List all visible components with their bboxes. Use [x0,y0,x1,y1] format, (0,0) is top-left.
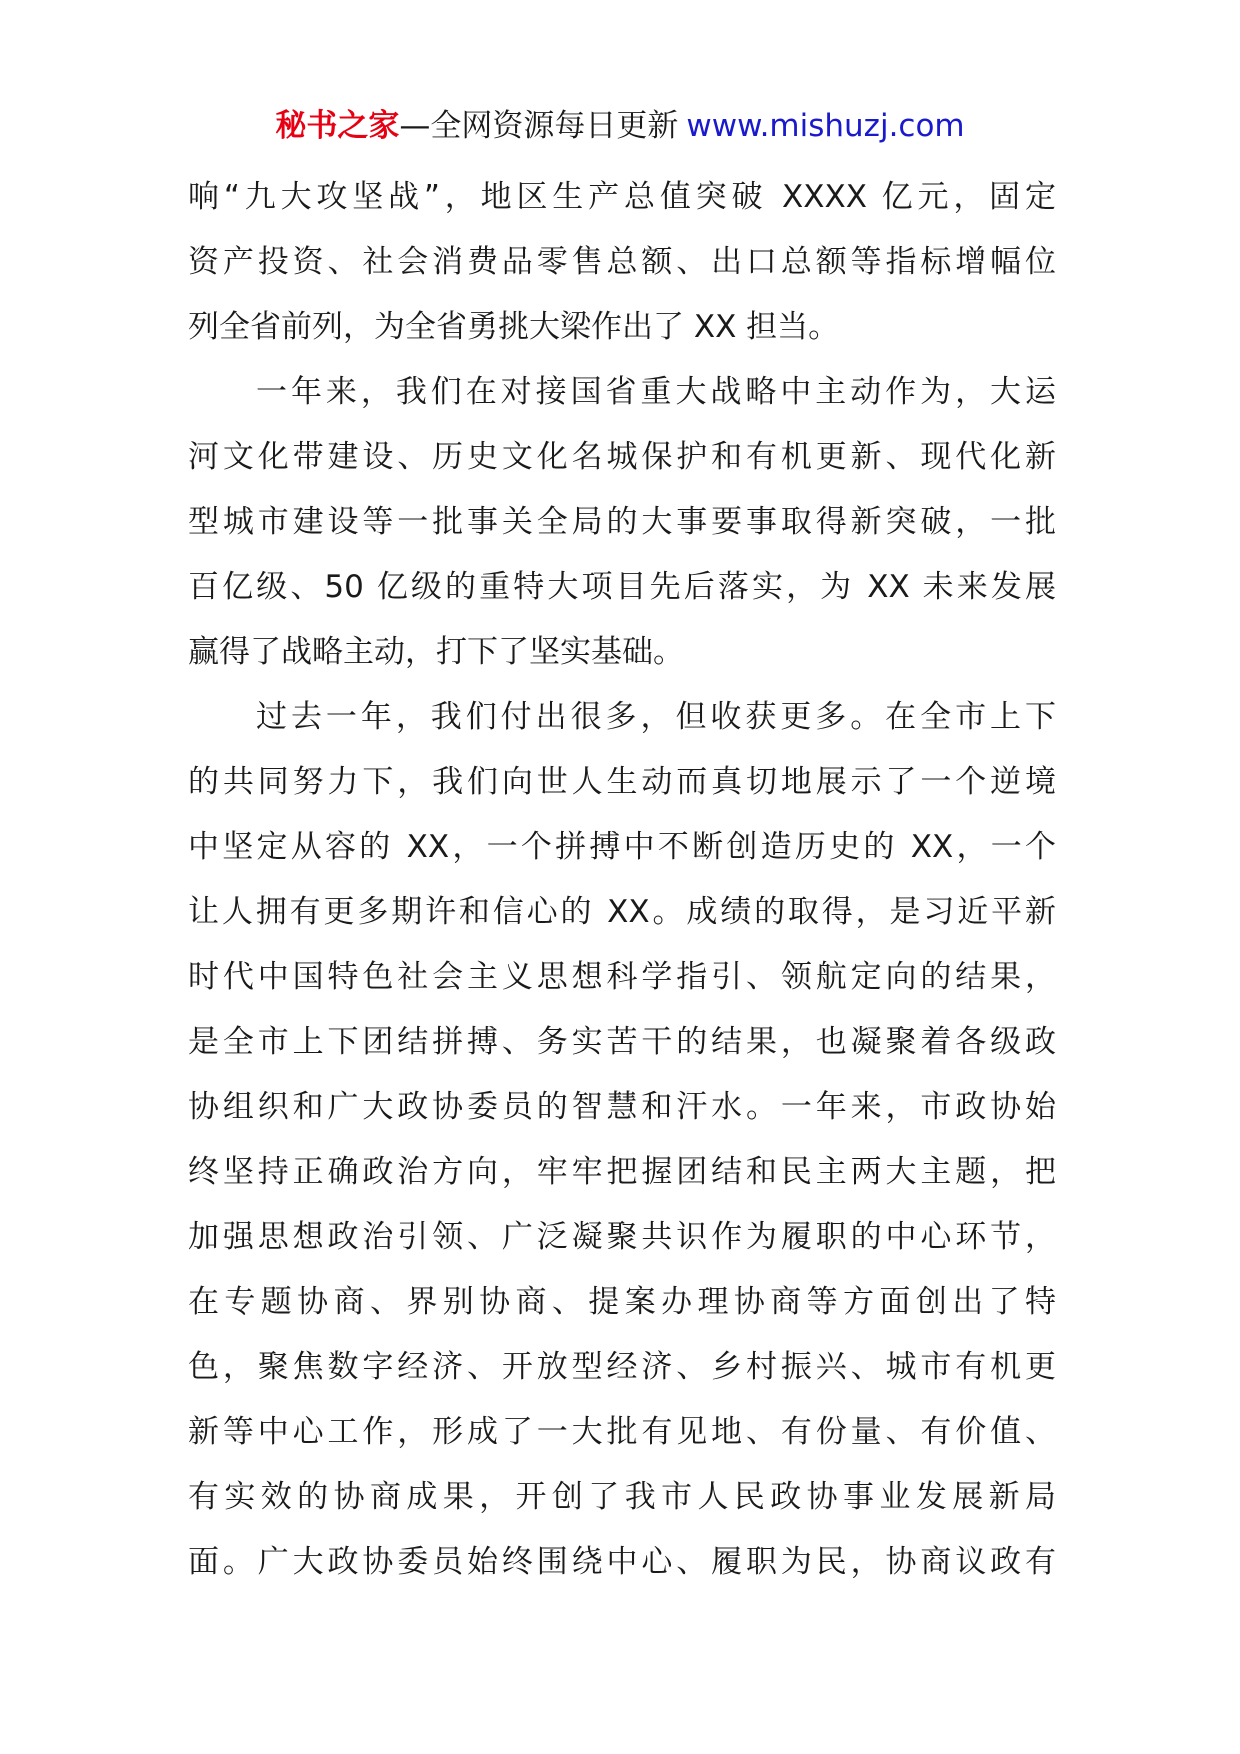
text-line: 有实效的协商成果，开创了我市人民政协事业发展新局 [188,1479,1056,1515]
text-line: 资产投资、社会消费品零售总额、出口总额等指标增幅位 [188,244,1056,280]
text-line: 赢得了战略主动，打下了坚实基础。 [188,634,684,670]
text-line: 中坚定从容的 XX，一个拼搏中不断创造历史的 XX，一个 [188,829,1056,865]
text-line: 协组织和广大政协委员的智慧和汗水。一年来，市政协始 [188,1089,1056,1125]
text-line: 过去一年，我们付出很多，但收获更多。在全市上下 [256,699,1056,735]
text-line: 的共同努力下，我们向世人生动而真切地展示了一个逆境 [188,764,1056,800]
text-line: 列全省前列，为全省勇挑大梁作出了 XX 担当。 [188,309,840,345]
text-line: 响“九大攻坚战”，地区生产总值突破 XXXX 亿元，固定 [188,179,1056,215]
document-body [188,165,1056,1595]
text-line: 河文化带建设、历史文化名城保护和有机更新、现代化新 [188,439,1056,475]
text-line: 一年来，我们在对接国省重大战略中主动作为，大运 [256,374,1056,410]
page-header [0,104,1240,148]
text-line: 色，聚焦数字经济、开放型经济、乡村振兴、城市有机更 [188,1349,1056,1385]
header-slogan: —全网资源每日更新 [399,108,679,144]
text-line: 终坚持正确政治方向，牢牢把握团结和民主两大主题，把 [188,1154,1056,1190]
brand-name: 秘书之家 [275,108,400,144]
text-line: 加强思想政治引领、广泛凝聚共识作为履职的中心环节， [188,1219,1056,1255]
text-line: 面。广大政协委员始终围绕中心、履职为民，协商议政有 [188,1544,1056,1580]
text-line: 时代中国特色社会主义思想科学指引、领航定向的结果， [188,959,1056,995]
text-line: 在专题协商、界别协商、提案办理协商等方面创出了特 [188,1284,1056,1320]
site-url-link[interactable]: www.mishuzj.com [686,108,965,144]
text-line: 百亿级、50 亿级的重特大项目先后落实，为 XX 未来发展 [188,569,1056,605]
text-line: 是全市上下团结拼搏、务实苦干的结果，也凝聚着各级政 [188,1024,1056,1060]
text-line: 让人拥有更多期许和信心的 XX。成绩的取得，是习近平新 [188,894,1056,930]
text-line: 新等中心工作，形成了一大批有见地、有份量、有价值、 [188,1414,1056,1450]
text-line: 型城市建设等一批事关全局的大事要事取得新突破，一批 [188,504,1056,540]
